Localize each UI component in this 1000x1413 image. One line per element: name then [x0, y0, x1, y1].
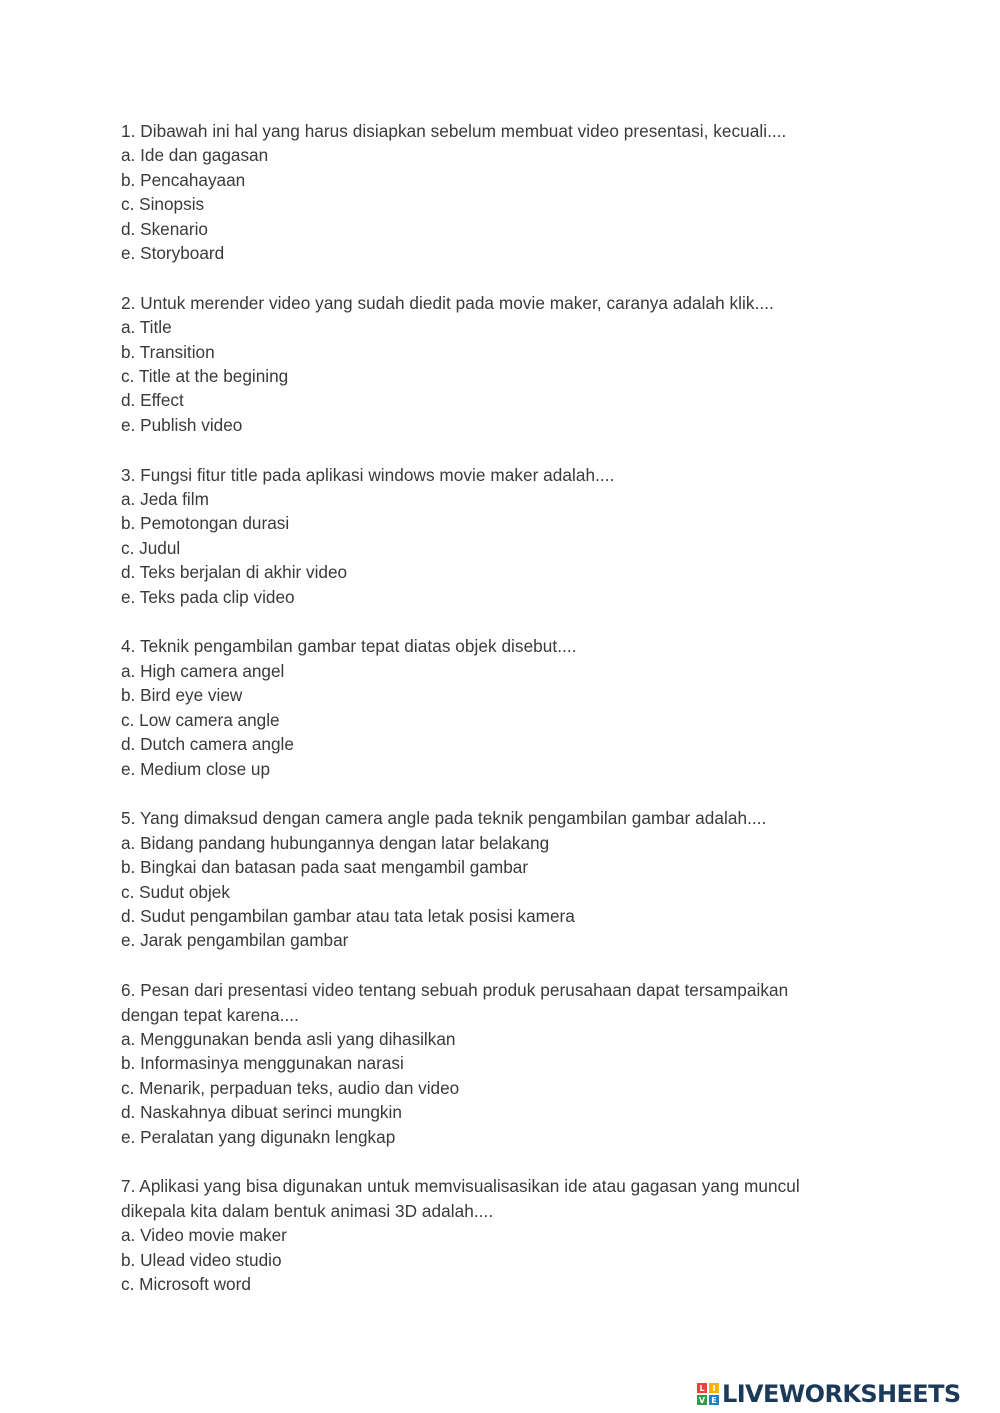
answer-option: a. Jeda film	[121, 489, 209, 510]
answer-option: d. Sudut pengambilan gambar atau tata letak posisi kamera	[121, 905, 575, 926]
logo-mark-letter: V	[698, 1395, 706, 1405]
question-7	[121, 1174, 881, 1296]
answer-option: b. Pencahayaan	[121, 169, 246, 190]
question-text: dengan tepat karena....	[121, 1004, 299, 1025]
answer-option: e. Publish video	[121, 414, 243, 435]
answer-option: d. Teks berjalan di akhir video	[121, 562, 348, 583]
answer-option: b. Bird eye view	[121, 685, 243, 706]
question-3	[121, 463, 881, 609]
answer-option: c. Sinopsis	[121, 194, 205, 215]
answer-option: b. Pemotongan durasi	[121, 513, 290, 534]
answer-option: c. Sudut objek	[121, 881, 230, 902]
answer-option: c. Low camera angle	[121, 709, 280, 730]
answer-option: a. Bidang pandang hubungannya dengan latar belakang	[121, 832, 550, 853]
answer-option: e. Teks pada clip video	[121, 586, 295, 607]
question-text: dikepala kita dalam bentuk animasi 3D adalah....	[121, 1200, 494, 1221]
answer-option: e. Storyboard	[121, 243, 225, 264]
answer-option: a. Video movie maker	[121, 1225, 287, 1246]
logo-mark-letter: E	[709, 1395, 719, 1405]
answer-option: d. Naskahnya dibuat serinci mungkin	[121, 1102, 402, 1123]
answer-option: b. Transition	[121, 341, 215, 362]
answer-option: c. Title at the begining	[121, 366, 289, 387]
answer-option: e. Medium close up	[121, 758, 271, 779]
question-2	[121, 291, 881, 437]
logo-mark-letter: I	[709, 1383, 719, 1393]
answer-option: d. Dutch camera angle	[121, 734, 294, 755]
liveworksheets-logo	[697, 1380, 961, 1408]
answer-option: e. Peralatan yang digunakn lengkap	[121, 1126, 396, 1147]
question-5	[121, 806, 881, 952]
answer-option: c. Judul	[121, 537, 181, 558]
question-text: 6. Pesan dari presentasi video tentang sebuah produk perusahaan dapat tersampaikan	[121, 980, 789, 1001]
answer-option: d. Skenario	[121, 218, 208, 239]
answer-option: e. Jarak pengambilan gambar	[121, 930, 349, 951]
question-1	[121, 119, 881, 265]
question-text: 2. Untuk merender video yang sudah diedit pada movie maker, caranya adalah klik....	[121, 292, 774, 313]
answer-option: b. Ulead video studio	[121, 1249, 282, 1270]
logo-mark-letter: L	[697, 1383, 707, 1393]
answer-option: a. High camera angel	[121, 660, 285, 681]
question-4	[121, 634, 881, 780]
answer-option: a. Title	[121, 317, 172, 338]
question-text: 3. Fungsi fitur title pada aplikasi windows movie maker adalah....	[121, 464, 615, 485]
answer-option: b. Bingkai dan batasan pada saat mengambil gambar	[121, 857, 529, 878]
answer-option: a. Ide dan gagasan	[121, 145, 269, 166]
answer-option: b. Informasinya menggunakan narasi	[121, 1053, 404, 1074]
question-text: 4. Teknik pengambilan gambar tepat diatas objek disebut....	[121, 636, 577, 657]
logo-mark-icon	[697, 1383, 719, 1405]
worksheet	[121, 119, 881, 1322]
answer-option: d. Effect	[121, 390, 184, 411]
question-6	[121, 978, 881, 1149]
answer-option: c. Menarik, perpaduan teks, audio dan video	[121, 1077, 460, 1098]
logo-text: LIVEWORKSHEETS	[722, 1380, 961, 1408]
answer-option: c. Microsoft word	[121, 1274, 251, 1294]
question-text: 7. Aplikasi yang bisa digunakan untuk memvisualisasikan ide atau gagasan yang muncul	[121, 1176, 800, 1197]
answer-option: a. Menggunakan benda asli yang dihasilkan	[121, 1028, 456, 1049]
question-text: 5. Yang dimaksud dengan camera angle pada teknik pengambilan gambar adalah....	[121, 808, 767, 829]
question-text: 1. Dibawah ini hal yang harus disiapkan sebelum membuat video presentasi, kecuali....	[121, 121, 787, 141]
